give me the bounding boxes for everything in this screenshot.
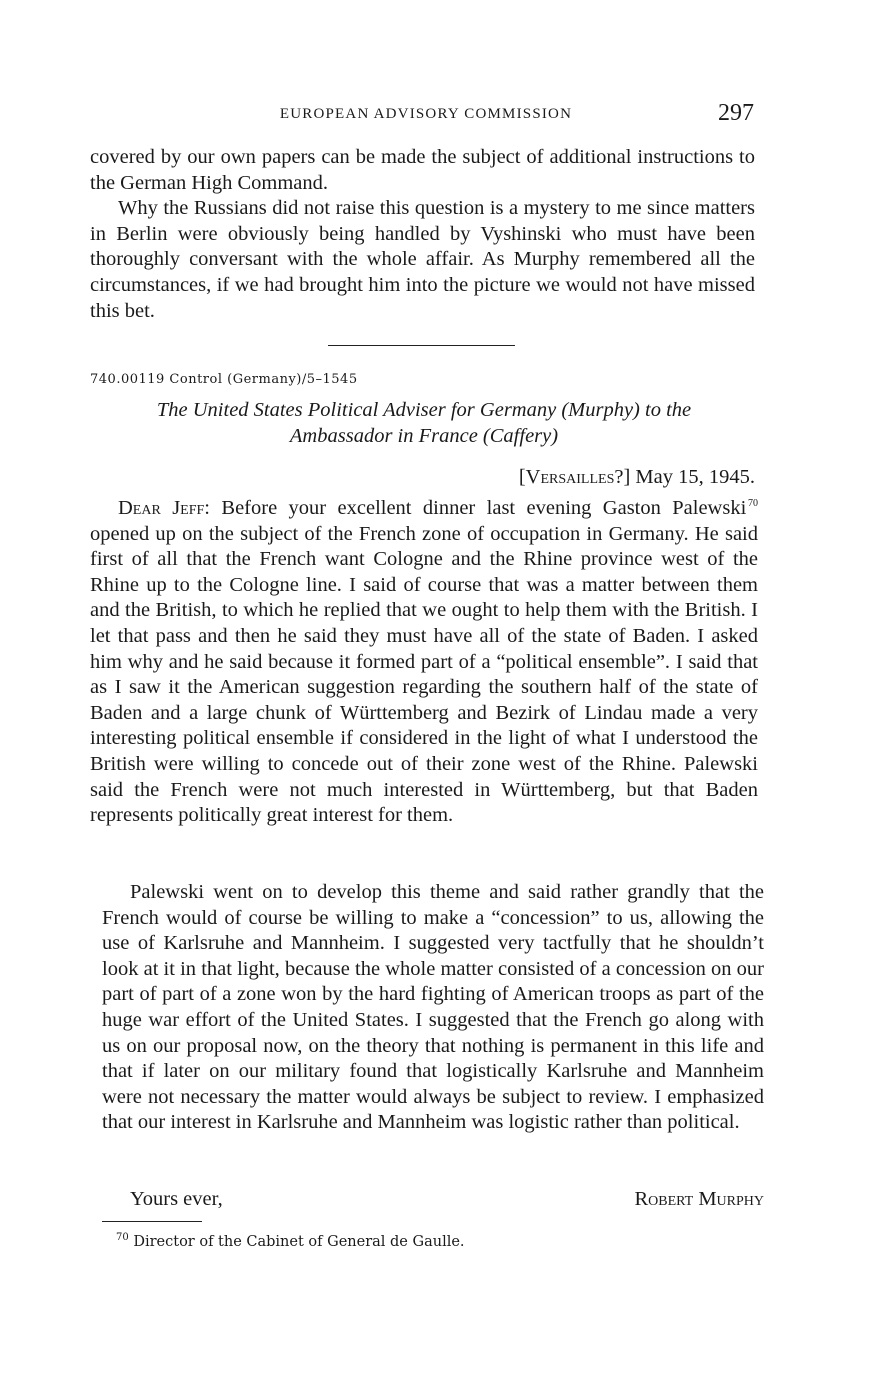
page-number: 297: [718, 100, 754, 126]
running-head: [90, 100, 762, 132]
opening-paragraph-2: Why the Russians did not raise this question is a mystery to me since matters in Berlin were obviously being handled by Vyshinski who must have been thoroughly conversant with the whole affair. As Murphy remembered all the circumstances, if we had brought him into the picture we would not have missed this bet.: [90, 197, 755, 322]
file-reference: 740.00119 Control (Germany)/5–1545: [90, 372, 358, 387]
complimentary-close: Yours ever,: [130, 1188, 223, 1210]
opening-paragraph-1: covered by our own papers can be made the subject of additional instructions to the German High Command.: [90, 146, 755, 194]
letter-paragraph-1-rest: opened up on the subject of the French zone of occupation in Germany. He said first of all that the French want Cologne and the Rhine province west of the Rhine up to the Cologne line. I said of course that was a matter between them and the British, to which he replied that we ought to help them with the British. I let that pass and then he said they must have all of the state of Baden. I asked him why and he said because it formed part of a “political ensemble”. I said that as I saw it the American suggestion regarding the southern half of the state of Baden and a large chunk of Württemberg and Bezirk of Lindau made a very interesting political ensemble if considered in the light of what I understood the British were willing to concede out of their zone west of the Rhine. Palewski said the French were not much interested in Württemberg, but that Baden represents politically great interest for them.: [90, 522, 758, 827]
letter-body-part-1: [90, 496, 758, 829]
footnote: [116, 1234, 465, 1250]
dateline-place: [Versailles?]: [518, 466, 631, 488]
letter-closing: [102, 1188, 764, 1214]
footnote-reference: 70: [748, 498, 758, 510]
document-title-line-2: Ambassador in France (Caffery): [289, 424, 559, 447]
document-title: [90, 398, 758, 449]
section-divider: [328, 345, 515, 346]
running-title: EUROPEAN ADVISORY COMMISSION: [279, 106, 573, 122]
letter-paragraph-2: Palewski went on to develop this theme and said rather grandly that the French would of course be willing to make a “concession” to us, allowing the use of Karlsruhe and Mannheim. I suggested very tactfully that he shouldn’t look at it in that light, because the whole matter consisted of a concession on our part of part of a zone won by the hard fighting of American troops as part of the huge war effort of the United States. I suggested that the French go along with us on our proposal now, on the theory that nothing is permanent in this life and that if later on our military found that logistically Karlsruhe and Mannheim were not necessary the matter would always be subject to review. I emphasized that our interest in Karlsruhe and Mannheim was logistic rather than political.: [102, 881, 764, 1134]
letter-paragraph-1: [90, 496, 758, 829]
salutation: Dear Jeff:: [118, 497, 210, 519]
footnote-marker: 70: [116, 1232, 129, 1244]
opening-text: [90, 145, 755, 324]
letter-paragraph-1-start: Before your excellent dinner last evening Gaston Palewski: [221, 497, 747, 519]
footnote-rule: [102, 1221, 202, 1222]
signature: Robert Murphy: [634, 1188, 764, 1210]
footnote-text: Director of the Cabinet of General de Gaulle.: [133, 1234, 465, 1250]
document-title-line-1: The United States Political Adviser for Germany (Murphy) to the: [156, 399, 692, 421]
dateline: [519, 466, 755, 489]
letter-body-part-2: [102, 880, 764, 1136]
dateline-date: May 15, 1945.: [635, 466, 755, 488]
